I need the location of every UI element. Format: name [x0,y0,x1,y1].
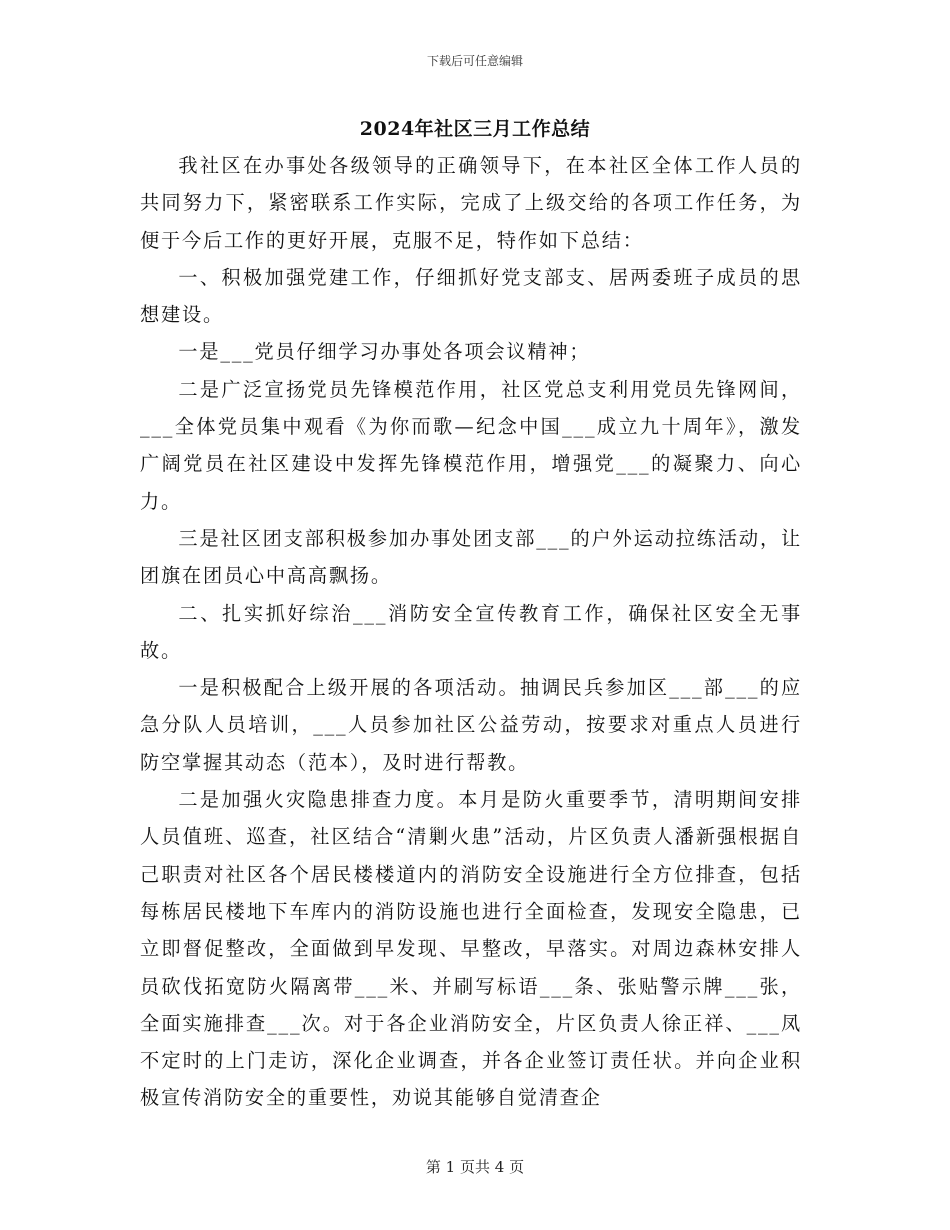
paragraph-section-1-item-3: 三是社区团支部积极参加办事处团支部___的户外运动拉练活动，让团旗在团员心中高高飘扬。 [140,526,802,588]
document-body [140,147,802,1117]
paragraph-intro: 我社区在办事处各级领导的正确领导下，在本社区全体工作人员的共同努力下，紧密联系工作实际，完成了上级交给的各项工作任务，为便于今后工作的更好开展，克服不足，特作如下总结： [140,154,802,252]
paragraph-section-2-heading: 二、扎实抓好综治___消防安全宣传教育工作，确保社区安全无事故。 [140,601,802,662]
page-number: 第 1 页共 4 页 [425,1158,525,1176]
page-header-note: 下载后可任意编辑 [426,54,523,68]
document-title: 2024年社区三月工作总结 [359,118,591,140]
paragraph-section-2-item-2: 二是加强火灾隐患排查力度。本月是防火重要季节，清明期间安排人员值班、巡查，社区结合“清剿火患”活动，片区负责人潘新强根据自己职责对社区各个居民楼楼道内的消防安全设施进行全方位排查，包括每栋居民楼地下车库内的消防设施也进行全面检查，发现安全隐患，已立即督促整改，全面做到早发现、早整改，早落实。对周边森林安排人员砍伐拓宽防火隔离带___米、并刷写标语___条、张贴警示牌___张，全面实施排查___次。对于各企业消防安全，片区负责人徐正祥、___凤不定时的上门走访，深化企业调查，并各企业签订责任状。并向企业积极宣传消防安全的重要性，劝说其能够自觉清查企 [140,788,802,1110]
paragraph-section-1-item-2: 二是广泛宣扬党员先锋模范作用，社区党总支利用党员先锋网间，___全体党员集中观看《为你而歌—纪念中国___成立九十周年》，激发广阔党员在社区建设中发挥先锋模范作用，增强党___的凝聚力、向心力。 [140,377,802,513]
paragraph-section-1-item-1: 一是___党员仔细学习办事处各项会议精神； [178,340,591,364]
paragraph-section-2-item-1: 一是积极配合上级开展的各项活动。抽调民兵参加区___部___的应急分队人员培训，___人员参加社区公益劳动，按要求对重点人员进行防空掌握其动态（范本），及时进行帮教。 [140,676,802,774]
paragraph-section-1-heading: 一、积极加强党建工作，仔细抓好党支部支、居两委班子成员的思想建设。 [140,265,802,327]
